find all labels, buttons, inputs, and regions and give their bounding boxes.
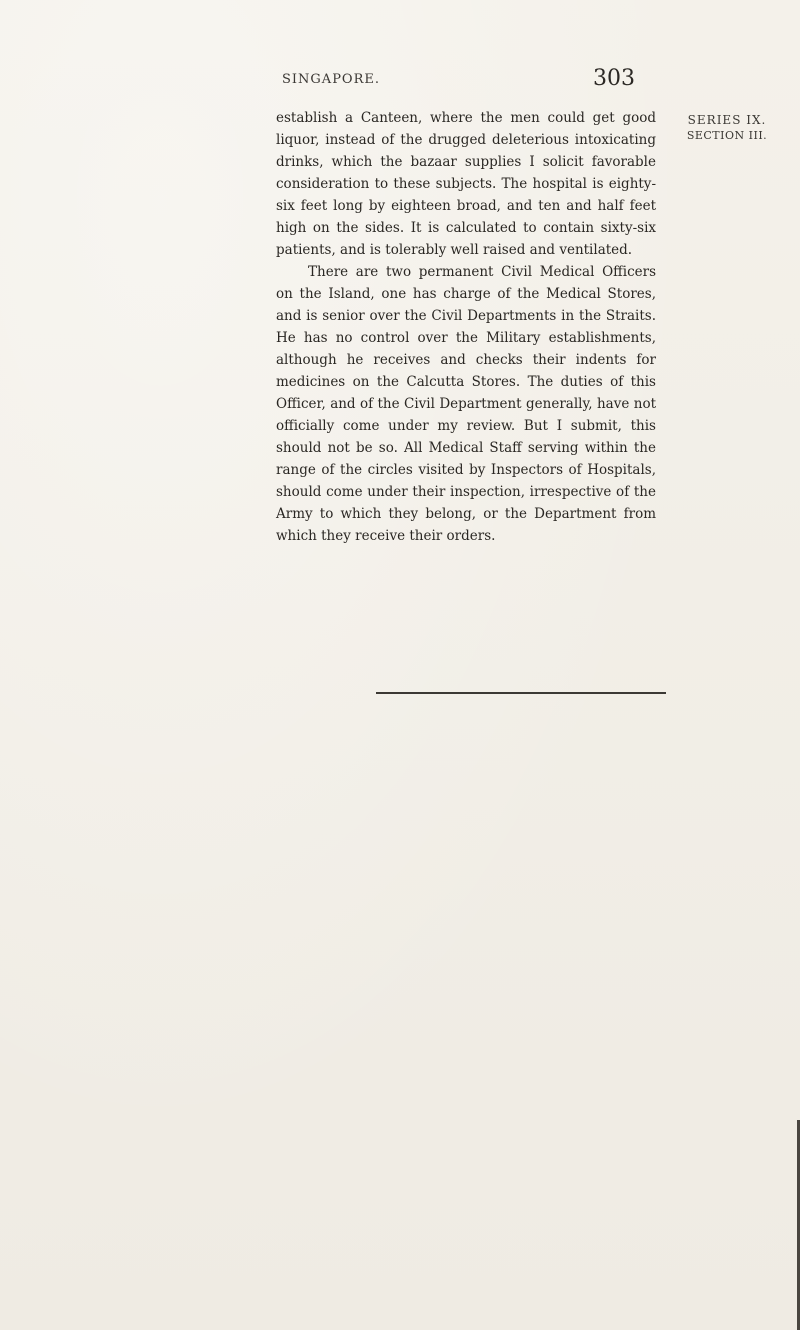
- paragraph-2: There are two permanent Civil Medical Officers on the Island, one has charge of the Medical Stores, and is senior over the Civil Departments in the Straits. He has no control over the Military establishments, although he receives and checks their indents for medicines on the Calcutta Stores. The duties of this Officer, and of the Civil Department generally, have not officially come under my review. But I submit, this should not be so. All Medical Staff serving within the range of the circles visited by Inspectors of Hospitals, should come under their inspection, irrespective of the Army to which they belong, or the Department from which they receive their orders.: [276, 264, 656, 544]
- margin-note: [662, 113, 792, 143]
- body-text: [276, 107, 656, 547]
- margin-note-series: SERIES IX.: [687, 113, 767, 127]
- margin-note-section: SECTION III.: [686, 129, 768, 142]
- paragraph-1: establish a Canteen, where the men could get good liquor, instead of the drugged deleterious intoxicating drinks, which the bazaar supplies I solicit favorable consideration to these subjects. The hospital is eighty-six feet long by eighteen broad, and ten and half feet high on the sides. It is calculated to contain sixty-six patients, and is tolerably well raised and ventilated.: [276, 110, 656, 258]
- section-divider-rule: [376, 692, 666, 694]
- running-title: SINGAPORE.: [282, 72, 381, 87]
- page-number: 303: [593, 66, 635, 91]
